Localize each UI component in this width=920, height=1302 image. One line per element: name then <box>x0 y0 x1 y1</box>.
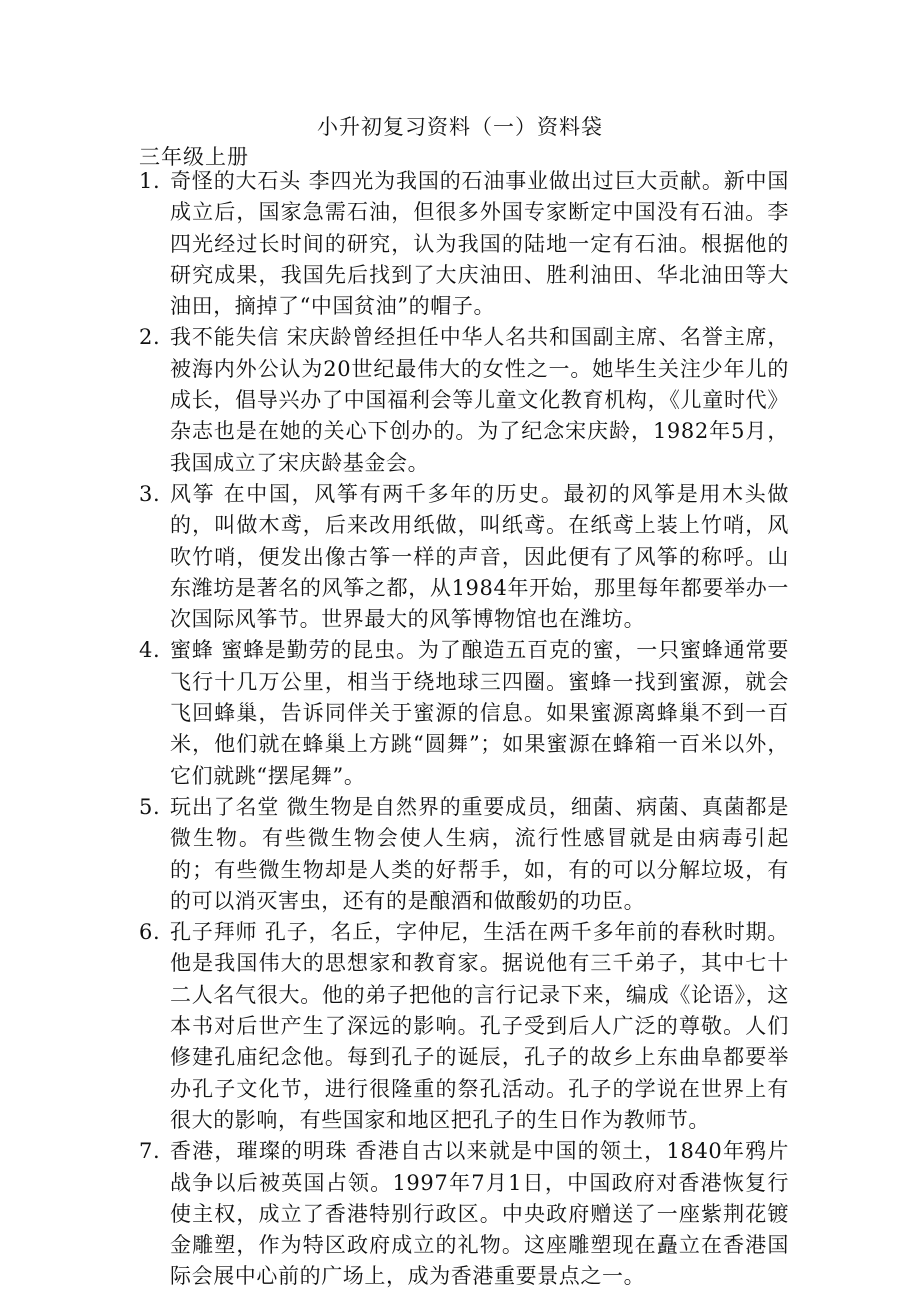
item-list <box>139 166 789 1293</box>
item-text: 风筝 在中国，风筝有两千多年的历史。最初的风筝是用木头做的，叫做木鸢，后来改用纸做，叫纸鸢。在纸鸢上装上竹哨，风吹竹哨，便发出像古筝一样的声音，因此便有了风筝的称呼。山东潍坊是著名的风筝之都，从1984年开始，那里每年都要举办一次国际风筝节。世界最大的风筝博物馆也在潍坊。 <box>170 481 789 632</box>
list-item <box>139 917 789 1136</box>
list-item <box>139 635 789 791</box>
item-number: 1. <box>139 169 161 193</box>
item-text: 奇怪的大石头 李四光为我国的石油事业做出过巨大贡献。新中国成立后，国家急需石油，但很多外国专家断定中国没有石油。李四光经过长时间的研究，认为我国的陆地一定有石油。根据他的研究成果，我国先后找到了大庆油田、胜利油田、华北油田等大油田，摘掉了“中国贫油”的帽子。 <box>170 169 789 319</box>
item-number: 3. <box>139 481 161 506</box>
list-item <box>139 1136 789 1292</box>
item-text: 我不能失信 宋庆龄曾经担任中华人名共和国副主席、名誉主席，被海内外公认为20世纪最伟大的女性之一。她毕生关注少年儿的成长，倡导兴办了中国福利会等儿童文化教育机构，《儿童时代》杂志也是在她的关心下创办的。为了纪念宋庆龄，1982年5月，我国成立了宋庆龄基金会。 <box>170 325 789 475</box>
item-number: 5. <box>139 794 161 819</box>
list-item <box>139 322 789 478</box>
section-heading: 三年级上册 <box>139 145 249 169</box>
item-text: 孔子拜师 孔子，名丘，字仲尼，生活在两千多年前的春秋时期。他是我国伟大的思想家和教育家。据说他有三千弟子，其中七十二人名气很大。他的弟子把他的言行记录下来，编成《论语》，这本书对后世产生了深远的影响。孔子受到后人广泛的尊敬。人们修建孔庙纪念他。每到孔子的诞辰，孔子的故乡上东曲阜都要举办孔子文化节，进行很隆重的祭孔活动。孔子的学说在世界上有很大的影响，有些国家和地区把孔子的生日作为教师节。 <box>170 920 789 1132</box>
item-text: 玩出了名堂 微生物是自然界的重要成员，细菌、病菌、真菌都是微生物。有些微生物会使人生病，流行性感冒就是由病毒引起的；有些微生物却是人类的好帮手，如，有的可以分解垃圾，有的可以消灭害虫，还有的是酿酒和做酸奶的功臣。 <box>170 794 789 913</box>
list-item <box>139 479 789 635</box>
item-number: 6. <box>139 920 161 945</box>
list-item <box>139 792 789 917</box>
item-text: 香港，璀璨的明珠 香港自古以来就是中国的领土，1840年鸦片战争以后被英国占领。1997年7月1日，中国政府对香港恢复行使主权，成立了香港特别行政区。中央政府赠送了一座紫荆花镀金雕塑，作为特区政府成立的礼物。这座雕塑现在矗立在香港国际会展中心前的广场上，成为香港重要景点之一。 <box>170 1139 789 1289</box>
item-number: 4. <box>139 638 161 663</box>
item-number: 7. <box>139 1139 161 1164</box>
item-number: 2. <box>139 325 161 350</box>
document-title: 小升初复习资料（一）资料袋 <box>317 115 603 139</box>
item-text: 蜜蜂 蜜蜂是勤劳的昆虫。为了酿造五百克的蜜，一只蜜蜂通常要飞行十几万公里，相当于绕地球三四圈。蜜蜂一找到蜜源，就会飞回蜂巢，告诉同伴关于蜜源的信息。如果蜜源离蜂巢不到一百米，他们就在蜂巢上方跳“圆舞”；如果蜜源在蜂箱一百米以外，它们就跳“摆尾舞”。 <box>170 638 789 788</box>
list-item <box>139 166 789 322</box>
